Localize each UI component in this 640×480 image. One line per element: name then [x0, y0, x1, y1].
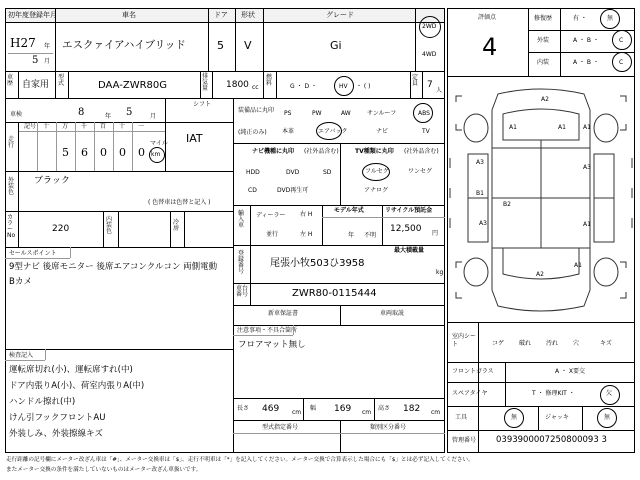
sales-point-label: セールスポイント: [9, 250, 57, 257]
damage-mark: A1: [509, 124, 517, 131]
recycle-fee-value: 12,500: [390, 224, 422, 234]
seat-condition-item: 汚れ: [546, 340, 559, 347]
recycle-fee-unit: 円: [432, 230, 439, 237]
inspector-note-line: ドア内張りA(小)、荷室内張りA(中): [9, 381, 145, 391]
inspector-note-line: けん引フックフロントAU: [9, 413, 106, 423]
mileage-digit: 0: [138, 146, 145, 159]
tv-type-label: TV種類に丸印: [355, 148, 394, 155]
sales-point-line-1: 9型ナビ 後席モニター 後席エアコンクルコン 両側電動: [9, 262, 218, 272]
inspector-notes-label: 検査記入: [9, 352, 34, 359]
model-code: DAA-ZWR80G: [98, 80, 168, 91]
seat-condition-item: 穴: [573, 340, 580, 347]
exterior-color-label: 外装色: [8, 177, 15, 196]
footer-note-2: またメーター交換の条件を満たしていないものはメーター改ざん車扱いです。: [6, 467, 202, 473]
history-label: 車歴: [7, 74, 14, 87]
year-unit: 年: [44, 43, 51, 50]
height-value: 182: [403, 404, 421, 414]
shape-label: 形状: [241, 11, 255, 19]
width-unit: cm: [362, 409, 372, 416]
shaken-label: 車検: [10, 111, 23, 118]
door-label: ドア: [214, 11, 228, 19]
tv-type-item: フルセグ: [365, 168, 389, 175]
mileage-digit: 0: [100, 146, 107, 159]
sales-point-line-2: Bカメ: [9, 277, 32, 287]
import-dealer: ディーラー: [256, 212, 286, 219]
interior-color-label: 内装色: [106, 216, 113, 235]
seat-label: 室内シート: [452, 333, 477, 348]
mileage-label: 走行: [8, 136, 15, 149]
management-number-value: 0393900007250800093 3: [496, 435, 607, 445]
score-value: 4: [482, 33, 498, 61]
digit-divider: [132, 122, 133, 171]
front-glass-value: A ・ X要交: [555, 368, 586, 375]
capacity-label: 定員: [412, 74, 419, 87]
width-value: 169: [334, 404, 352, 414]
jack-label: ジャッキ: [545, 414, 569, 421]
tools-none: 無: [511, 414, 518, 421]
repair-none: 無: [607, 15, 614, 22]
abs-circle: [413, 103, 433, 123]
import-left-hand: 左 H: [300, 231, 313, 238]
height-label: 高さ: [378, 405, 391, 412]
max-load-label: 最大積載量: [394, 247, 425, 254]
seat-condition-item: 破れ: [519, 340, 532, 347]
digit-header: 十: [43, 123, 50, 130]
new-car-warranty: 新車保証書: [268, 310, 299, 317]
color-no-value: 220: [52, 224, 70, 234]
car-name-label: 車名: [122, 11, 136, 19]
spare-tire-value: T ・ 修理KIT ・: [532, 390, 575, 397]
width-label: 幅: [310, 405, 317, 412]
import-right-hand: 右 H: [300, 211, 313, 218]
exterior-color-value: ブラック: [34, 176, 70, 186]
tv-type-sub: (社外品含む): [404, 148, 439, 155]
import-label: 輸入車: [238, 210, 245, 229]
registration-month: 5: [32, 55, 39, 66]
tv-type-item: アナログ: [364, 187, 389, 194]
length-label: 長さ: [237, 405, 250, 412]
nav-type-sub: (社外品含む): [304, 148, 339, 155]
equipment-item: PW: [312, 110, 322, 117]
color-change-note: ( 色替車は色替と記入 ): [148, 199, 211, 206]
nav-type-label: ナビ機種に丸印: [252, 148, 295, 155]
digit-divider: [94, 122, 95, 171]
class-number-label: 類別区分番号: [370, 424, 407, 431]
drive-2wd: 2WD: [422, 23, 437, 30]
equipment-sub: (純正のみ): [238, 129, 267, 136]
recycle-fee-label: リサイクル預託金: [385, 207, 433, 214]
jack-none: 無: [604, 414, 611, 421]
digit-header: 十: [119, 123, 126, 130]
fullseg-circle: [362, 163, 390, 181]
digit-header: 記号: [24, 123, 37, 130]
damage-mark: A1: [574, 262, 582, 269]
interior-grade-options: A ・ B ・: [573, 59, 599, 66]
capacity-value: 7: [427, 80, 433, 90]
color-no-label: カラーNo: [7, 214, 16, 239]
digit-divider: [75, 122, 76, 171]
max-load-unit: kg: [436, 269, 444, 276]
model-year-unit: 年: [348, 232, 355, 239]
type-designation-label: 型式指定番号: [262, 424, 299, 431]
inspector-note-line: 運転席切れ(小)、運転席すれ(中): [9, 365, 133, 375]
damage-mark: A1: [558, 124, 566, 131]
damage-mark: A2: [541, 96, 549, 103]
fuel-hv: HV: [339, 83, 348, 90]
digit-header: 千: [81, 123, 88, 130]
digit-divider: [56, 122, 57, 171]
mileage-digit: 0: [119, 146, 126, 159]
damage-mark: A3: [479, 220, 487, 227]
damage-mark: A2: [536, 271, 544, 278]
tools-label: 工具: [455, 414, 468, 421]
fuel-other: ・ ( ): [356, 83, 371, 90]
month-unit: 月: [44, 58, 51, 65]
damage-mark: B1: [476, 190, 484, 197]
nav-type-item: SD: [323, 169, 332, 176]
repair-history-label: 修復歴: [534, 15, 553, 22]
interior-grade-label: 内装: [537, 59, 550, 66]
drive-4wd: 4WD: [422, 51, 437, 58]
equipment-item: PS: [284, 110, 292, 117]
shaken-year-unit: 年: [105, 113, 112, 120]
digit-header: 万: [62, 123, 69, 130]
seat-condition-item: コゲ: [492, 340, 505, 347]
equipment-item: TV: [422, 128, 430, 135]
km-label: km: [151, 151, 161, 158]
shaken-month-unit: 月: [150, 113, 157, 120]
fuel-label: 燃料: [266, 74, 273, 87]
plate-value: 尾張小牧503ひ3958: [270, 258, 365, 269]
grade-label: グレード: [326, 11, 354, 19]
exterior-grade-label: 外装: [537, 37, 550, 44]
nav-type-item: CD: [248, 187, 257, 194]
equipment-item: ナビ: [376, 128, 389, 135]
airbag-circle: [316, 122, 342, 140]
model-year-unknown: 不明: [364, 232, 377, 239]
footer-note-1: 走行距離の記号欄にメーター改ざん車は「#」、メーター交換車は「$」、走行不明車は「*」を記入してください。メーター交換で合算表示した場合にも「$」とは必ず記入してください。: [6, 457, 474, 463]
management-number-label: 管理番号: [452, 437, 477, 444]
spare-missing: 欠: [606, 390, 613, 397]
capacity-unit: 人: [436, 87, 443, 94]
exterior-grade-c: C: [619, 37, 624, 44]
chassis-value: ZWR80-0115444: [292, 288, 377, 299]
car-name-value: エスクァイアハイブリッド: [62, 39, 186, 51]
damage-mark: A1: [583, 124, 591, 131]
shaken-year: 8: [78, 107, 85, 118]
use-type: 自家用: [22, 80, 50, 90]
displacement-label: 排気量: [202, 73, 209, 92]
front-glass-label: フロントガラス: [452, 368, 494, 375]
spare-tire-label: スペアタイヤ: [452, 390, 488, 397]
vehicle-damage-diagram: [448, 78, 634, 322]
equipment-item: ABS: [418, 110, 430, 117]
grade-value: Gi: [330, 39, 342, 52]
digit-divider: [37, 122, 38, 171]
body-shape: V: [244, 39, 252, 52]
shift-label: シフト: [193, 101, 212, 108]
digit-header: 一: [138, 123, 145, 130]
equipment-item: 本革: [282, 128, 295, 135]
digit-header: 百: [100, 123, 107, 130]
length-value: 469: [262, 404, 280, 414]
model-year-label: モデル年式: [334, 207, 364, 214]
equipment-item: エアバック: [318, 128, 348, 135]
nav-type-item: HDD: [246, 169, 260, 176]
mileage-digit: 5: [62, 146, 69, 159]
mileage-digit: 6: [81, 146, 88, 159]
owners-manual: 車両取説: [380, 310, 405, 317]
repair-options: 有 ・: [573, 15, 587, 22]
equipment-item: AW: [341, 110, 351, 117]
equipment-item: サンルーフ: [367, 110, 397, 117]
damage-mark: A1: [583, 221, 591, 228]
inspector-note-line: 外装しみ、外装擦線キズ: [9, 429, 103, 439]
inspector-note-line: ハンドル擦れ(中): [9, 397, 76, 407]
shift-value: IAT: [186, 132, 203, 145]
displacement-value: 1800: [226, 80, 249, 90]
shaken-month: 5: [126, 107, 133, 118]
notes-label: 注意事項・不具合箇所: [237, 327, 298, 334]
length-unit: cm: [292, 409, 302, 416]
chassis-label: 車台番号: [236, 285, 249, 298]
fuel-options: G ・ D ・: [290, 83, 317, 90]
nav-type-item: DVD: [286, 169, 300, 176]
first-registration-label: 初年度登録年月: [8, 11, 57, 19]
nav-type-item: DVD再生可: [277, 187, 309, 194]
equipment-label: 装備品に丸印: [238, 107, 275, 114]
model-label: 型式: [58, 74, 65, 87]
plate-label: 登録番号: [238, 250, 245, 275]
score-label: 評価点: [478, 14, 497, 21]
digit-divider: [113, 122, 114, 171]
interior-grade-c: C: [619, 59, 624, 66]
tv-type-item: ワンセグ: [408, 168, 433, 175]
exterior-grade-options: A ・ B ・: [573, 37, 599, 44]
registration-year: H27: [10, 36, 36, 50]
seat-condition-item: キズ: [600, 340, 612, 347]
ac-label: 冷房: [173, 219, 180, 232]
displacement-unit: cc: [252, 84, 259, 91]
damage-mark: B2: [503, 201, 511, 208]
damage-mark: A3: [476, 159, 484, 166]
mile-label: マイル: [150, 140, 168, 147]
height-unit: cm: [431, 409, 441, 416]
notes-value: フロアマット無し: [238, 340, 306, 350]
damage-mark: A3: [583, 164, 591, 171]
door-count: 5: [217, 39, 224, 52]
import-parallel: 並行: [266, 231, 279, 238]
